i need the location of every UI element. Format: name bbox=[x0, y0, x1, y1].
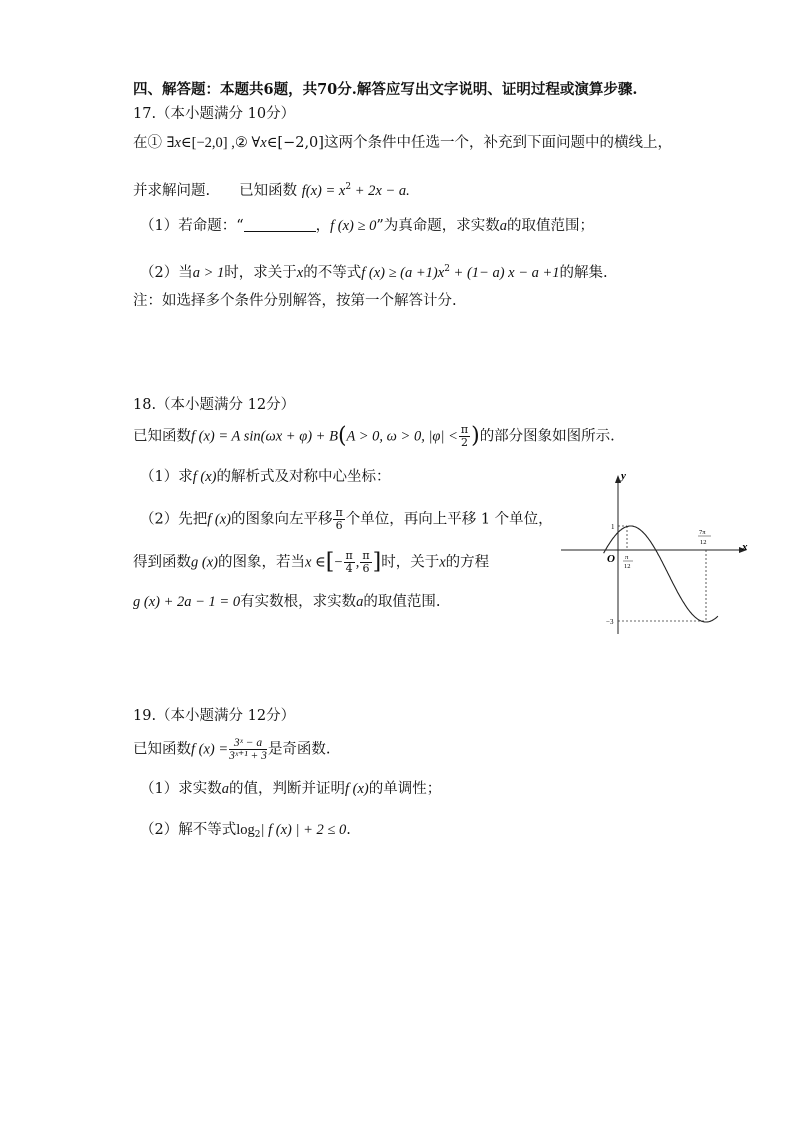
q18-title: 18.（本小题满分 12分） bbox=[133, 397, 296, 413]
q19-math: log bbox=[236, 822, 255, 838]
q17-text: 的解集. bbox=[559, 265, 608, 281]
q17-text: （1）若命题：“ bbox=[140, 218, 244, 234]
x-axis-label: x bbox=[742, 541, 748, 553]
q18-math: A > 0, ω > 0, |φ| < bbox=[346, 428, 458, 445]
q18-text: 得到函数 bbox=[133, 554, 191, 571]
q18-text: 的部分图象如图所示. bbox=[479, 428, 615, 445]
q18-math: f (x) bbox=[192, 469, 217, 485]
q17-condition-line bbox=[133, 133, 672, 153]
tick-label-1: 1 bbox=[611, 523, 615, 531]
q19-title: 19.（本小题满分 12分） bbox=[133, 708, 296, 724]
q18-text: （2）先把 bbox=[140, 511, 208, 528]
fraction: $\frac{\pi}{4}$ bbox=[345, 549, 353, 575]
y-axis-label: y bbox=[621, 470, 626, 482]
q19-part2 bbox=[140, 820, 351, 845]
q17-text: 并求解问题. 已知函数 bbox=[133, 183, 298, 199]
q18-math: g (x) bbox=[191, 554, 218, 571]
q18-text: 的图象，若当 bbox=[217, 554, 305, 571]
q19-text: 的单调性； bbox=[368, 781, 442, 797]
section-header: 四、解答题：本题共6题，共70分.解答应写出文字说明、证明过程或演算步骤. bbox=[133, 81, 638, 98]
q17-math: a bbox=[499, 218, 508, 234]
q19-math: 2 bbox=[254, 830, 261, 840]
q17-math: x bbox=[260, 135, 267, 151]
q19-text: . bbox=[346, 822, 351, 838]
q19-math: f (x) bbox=[344, 781, 369, 797]
q19-text: 的值，判断并证明 bbox=[228, 781, 345, 797]
q17-math: 2 bbox=[444, 264, 450, 274]
tick-label-7pi12-den: 12 bbox=[700, 539, 707, 546]
q17-text: 的不等式 bbox=[303, 265, 362, 281]
q18-text: 的方程 bbox=[445, 554, 490, 571]
q17-text: 的取值范围； bbox=[507, 218, 595, 234]
q17-math: + (1− a) x − a +1 bbox=[449, 265, 560, 281]
fraction: $\frac{\text{3ˣ − a}}{\text{3ˣ⁺¹ + 3}}$ bbox=[229, 737, 267, 762]
q17-math: (x) = x bbox=[305, 183, 346, 199]
tick-label-neg3: −3 bbox=[606, 618, 614, 626]
q18-function-line: 已知函数f (x) = A sin(ωx + φ) + B(A > 0, ω > 0, |φ| < $\frac{\pi}{2}$ )的部分图象如图所示. bbox=[133, 423, 615, 449]
tick-label-pi12-den: 12 bbox=[624, 563, 631, 570]
q17-note: 注：如选择多个条件分别解答，按第一个解答计分. bbox=[133, 293, 457, 309]
q17-math: x bbox=[174, 135, 181, 151]
q19-text: 已知函数 bbox=[133, 741, 191, 758]
q19-math: f (x) = bbox=[191, 741, 229, 758]
q19-function-line bbox=[133, 737, 331, 762]
q18-math: x bbox=[439, 554, 446, 571]
tick-label-pi12-num: π bbox=[625, 554, 629, 561]
q18-text: 的取值范围. bbox=[363, 594, 441, 610]
sine-graph bbox=[555, 470, 755, 640]
q19-text: 是奇函数. bbox=[267, 741, 331, 758]
origin-label: O bbox=[607, 553, 615, 565]
q17-math: f bbox=[301, 183, 306, 199]
q19-math: a bbox=[221, 781, 229, 797]
q17-text: ∈[−2,0]这两个条件中任选一个，补充到下面问题中的横线上， bbox=[266, 135, 672, 151]
q17-math: + 2x − a. bbox=[351, 183, 410, 199]
q18-math: g (x) + 2a − 1 = 0 bbox=[133, 594, 241, 610]
q17-math: 2 bbox=[345, 182, 352, 192]
q18-text: 时，关于 bbox=[381, 554, 440, 571]
fraction: $\frac{\pi}{2}$ bbox=[460, 423, 469, 449]
q19-math: | f (x) | + 2 ≤ 0 bbox=[260, 822, 347, 838]
q17-text: 时，求关于 bbox=[224, 265, 297, 281]
q18-text: 有实数根，求实数 bbox=[240, 594, 357, 610]
q17-text: （2）当 bbox=[140, 265, 193, 281]
q17-text: 在① ∃ bbox=[133, 135, 175, 151]
q18-text: 的图象向左平移 bbox=[230, 511, 333, 528]
q17-title: 17.（本小题满分 10分） bbox=[133, 106, 296, 122]
fraction: $\frac{\pi}{6}$ bbox=[362, 549, 370, 575]
q19-text: （1）求实数 bbox=[140, 781, 222, 797]
q19-part1 bbox=[140, 779, 441, 799]
q17-function-line bbox=[133, 177, 410, 201]
q17-text: ， bbox=[315, 218, 331, 234]
tick-label-7pi12-num: 7π bbox=[699, 529, 706, 536]
q18-math: x ∈ bbox=[304, 554, 326, 571]
q18-part2-end bbox=[133, 592, 440, 612]
q17-math: x bbox=[296, 265, 304, 281]
q17-part1 bbox=[140, 216, 594, 236]
q19-text: （2）解不等式 bbox=[140, 822, 237, 838]
fill-in-blank bbox=[244, 217, 316, 232]
q17-math: ∈[−2,0] ,② ∀ bbox=[180, 135, 261, 151]
fraction: $\frac{\pi}{6}$ bbox=[335, 506, 343, 532]
q17-math: a > 1 bbox=[192, 265, 225, 281]
q18-text: 已知函数 bbox=[133, 428, 191, 445]
q18-text: 个单位，再向上平移 1 个单位， bbox=[345, 511, 553, 528]
q18-text: （1）求 bbox=[140, 469, 193, 485]
q18-math: a bbox=[356, 594, 364, 610]
q17-math: f (x) ≥ 0 bbox=[330, 218, 377, 234]
q17-part2 bbox=[140, 259, 608, 283]
q18-part2-cont: 得到函数g (x)的图象，若当x ∈[− $\frac{\pi}{4}$ , $\frac{\pi}{6}$ ]时，关于x的方程 bbox=[133, 549, 490, 575]
q17-math: f (x) ≥ (a +1)x bbox=[361, 265, 445, 281]
q18-text: 的解析式及对称中心坐标： bbox=[216, 469, 391, 485]
q17-text: ”为真命题，求实数 bbox=[376, 218, 500, 234]
q18-part2 bbox=[140, 507, 553, 532]
q18-part1 bbox=[140, 467, 390, 487]
q18-math: f (x) = A sin(ωx + φ) + B bbox=[191, 428, 338, 445]
q18-math: f (x) bbox=[207, 511, 231, 528]
